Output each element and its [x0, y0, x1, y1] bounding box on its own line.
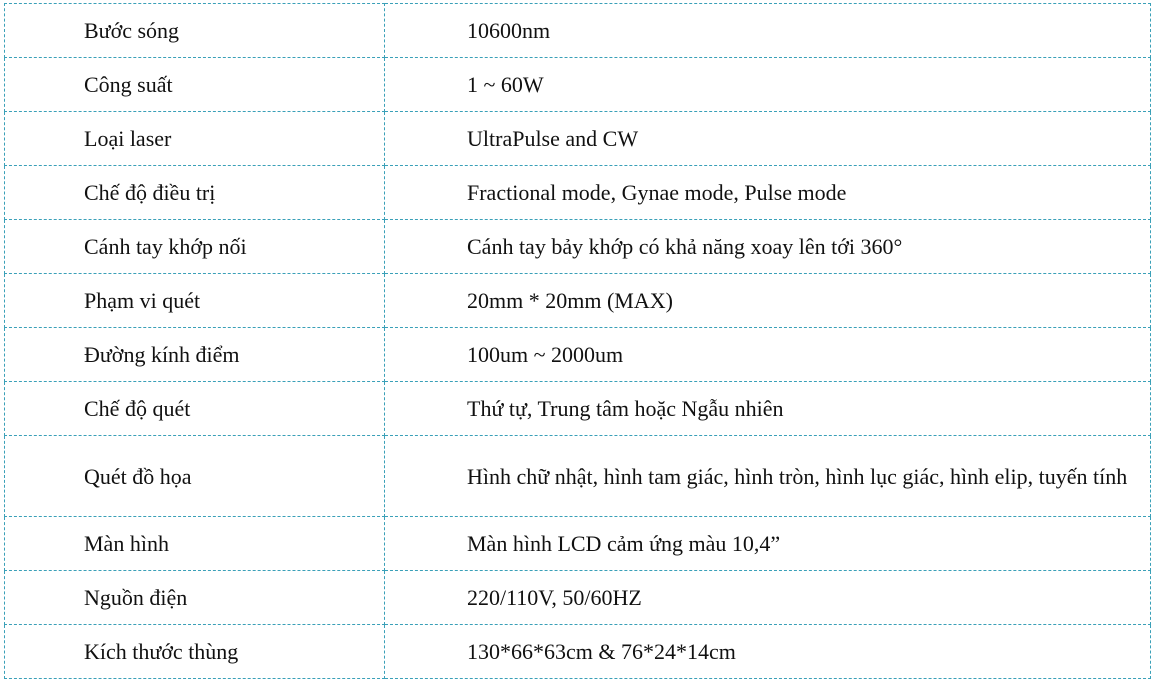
spec-label: Bước sóng: [5, 4, 385, 58]
table-row: [5, 220, 1151, 274]
spec-label: Chế độ điều trị: [5, 166, 385, 220]
table-row: [5, 4, 1151, 58]
spec-label: Nguồn điện: [5, 571, 385, 625]
table-row: [5, 166, 1151, 220]
spec-value: Màn hình LCD cảm ứng màu 10,4”: [385, 517, 1151, 571]
table-row: [5, 274, 1151, 328]
spec-value: Fractional mode, Gynae mode, Pulse mode: [385, 166, 1151, 220]
table-row: [5, 58, 1151, 112]
spec-value: 10600nm: [385, 4, 1151, 58]
spec-value: Thứ tự, Trung tâm hoặc Ngẫu nhiên: [385, 382, 1151, 436]
spec-label: Màn hình: [5, 517, 385, 571]
spec-value: 20mm * 20mm (MAX): [385, 274, 1151, 328]
spec-value: UltraPulse and CW: [385, 112, 1151, 166]
table-row: [5, 436, 1151, 517]
spec-value: Cánh tay bảy khớp có khả năng xoay lên tới 360°: [385, 220, 1151, 274]
spec-label: Kích thước thùng: [5, 625, 385, 679]
spec-label: Cánh tay khớp nối: [5, 220, 385, 274]
spec-label: Đường kính điểm: [5, 328, 385, 382]
spec-label: Chế độ quét: [5, 382, 385, 436]
spec-label: Loại laser: [5, 112, 385, 166]
spec-table: [4, 3, 1151, 679]
spec-label: Quét đồ họa: [5, 436, 385, 517]
spec-value: 130*66*63cm & 76*24*14cm: [385, 625, 1151, 679]
table-row: [5, 517, 1151, 571]
spec-value: 1 ~ 60W: [385, 58, 1151, 112]
spec-value: Hình chữ nhật, hình tam giác, hình tròn, hình lục giác, hình elip, tuyến tính: [385, 436, 1151, 517]
table-row: [5, 112, 1151, 166]
table-row: [5, 328, 1151, 382]
table-row: [5, 571, 1151, 625]
spec-label: Công suất: [5, 58, 385, 112]
spec-value: 100um ~ 2000um: [385, 328, 1151, 382]
table-row: [5, 382, 1151, 436]
table-row: [5, 625, 1151, 679]
spec-value: 220/110V, 50/60HZ: [385, 571, 1151, 625]
spec-label: Phạm vi quét: [5, 274, 385, 328]
